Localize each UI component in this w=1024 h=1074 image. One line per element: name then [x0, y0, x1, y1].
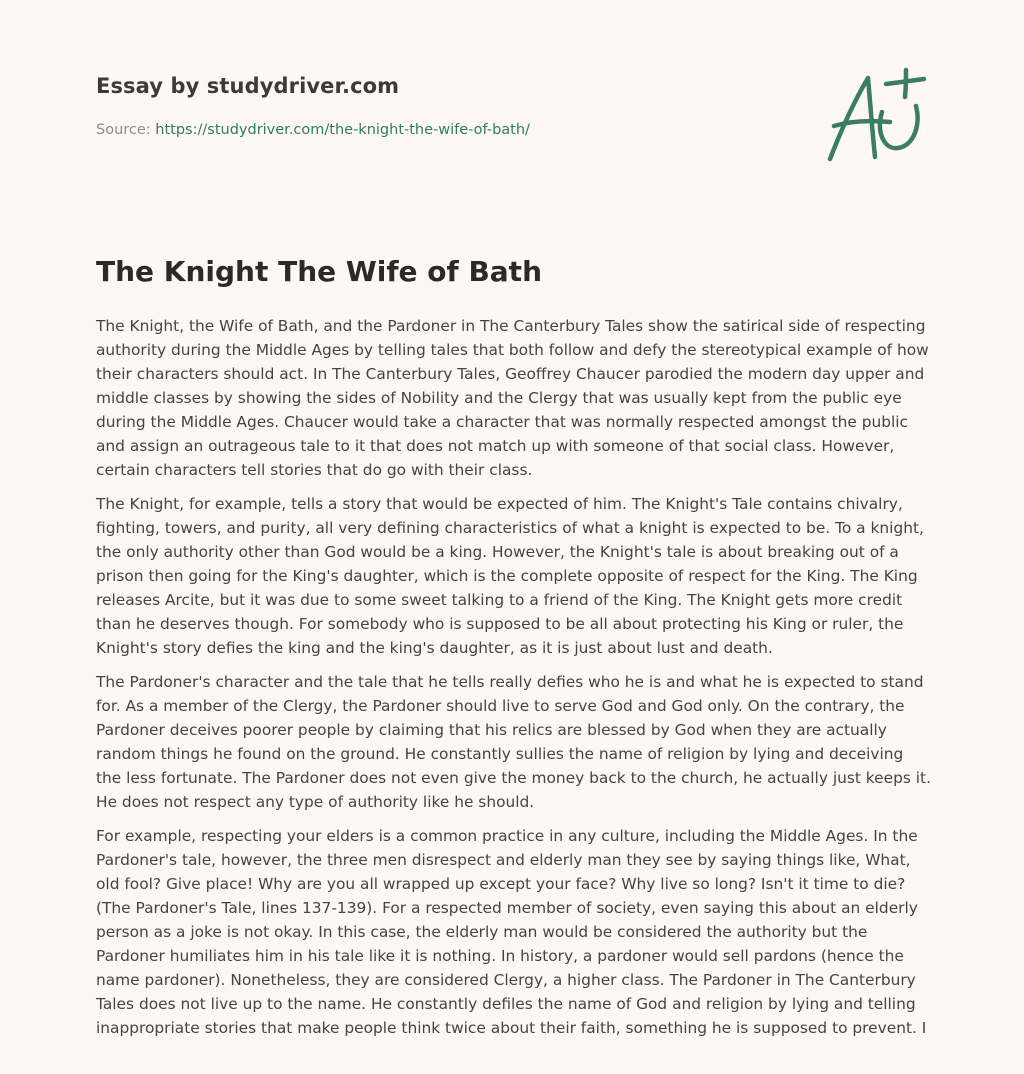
page-header — [96, 74, 530, 138]
source-link[interactable]: https://studydriver.com/the-knight-the-wife-of-bath/ — [155, 122, 530, 138]
essay-body — [96, 314, 932, 1050]
essay-paragraph: The Knight, the Wife of Bath, and the Pardoner in The Canterbury Tales show the satirical side of respecting authority during the Middle Ages by telling tales that both follow and defy the stereotypical example of how their characters should act. In The Canterbury Tales, Geoffrey Chaucer parodied the modern day upper and middle classes by showing the sides of Nobility and the Clergy that was usually kept from the public eye during the Middle Ages. Chaucer would take a character that was normally respected amongst the public and assign an outrageous tale to it that does not match up with someone of that social class. However, certain characters tell stories that do go with their class. — [96, 317, 929, 479]
essay-paragraph: The Knight, for example, tells a story that would be expected of him. The Knight's Tale contains chivalry, fighting, towers, and purity, all very defining characteristics of what a knight is expected to be. To a knight, the only authority other than God would be a king. However, the Knight's tale is about breaking out of a prison then going for the King's daughter, which is the complete opposite of respect for the King. The King releases Arcite, but it was due to some sweet talking to a friend of the King. The Knight gets more credit than he deserves though. For somebody who is supposed to be all about protecting his King or ruler, the Knight's story defies the king and the king's daughter, as it is just about lust and death. — [96, 495, 924, 657]
essay-paragraph: The Pardoner's character and the tale that he tells really defies who he is and what he is expected to stand for. As a member of the Clergy, the Pardoner should live to serve God and God only. On the contrary, the Pardoner deceives poorer people by claiming that his relics are blessed by God when they are actually random things he found on the ground. He constantly sullies the name of religion by lying and deceiving the less fortunate. The Pardoner does not even give the money back to the church, he actually just keeps it. He does not respect any type of authority like he should. — [96, 673, 931, 811]
essay-paragraph: For example, respecting your elders is a common practice in any culture, including the Middle Ages. In the Pardoner's tale, however, the three men disrespect and elderly man they see by saying things like, What, old fool? Give place! Why are you all wrapped up except your face? Why live so long? Isn't it time to die? (The Pardoner's Tale, lines 137-139). For a respected member of society, even saying this about an elderly person as a joke is not okay. In this case, the elderly man would be considered the authority but the Pardoner humiliates him in his tale like it is nothing. In history, a pardoner would sell pardons (hence the name pardoner). Nonetheless, they are considered Clergy, a higher class. The Pardoner in The Canterbury Tales does not live up to the name. He constantly defiles the name of God and religion by lying and telling inappropriate stories that make people think twice about their faith, something he is supposed to prevent. I — [96, 827, 927, 1037]
site-brand: Essay by studydriver.com — [96, 74, 400, 98]
source-label: Source: — [96, 122, 151, 138]
essay-title: The Knight The Wife of Bath — [96, 255, 543, 288]
source-line — [96, 122, 530, 138]
a-plus-logo-icon — [820, 66, 928, 168]
